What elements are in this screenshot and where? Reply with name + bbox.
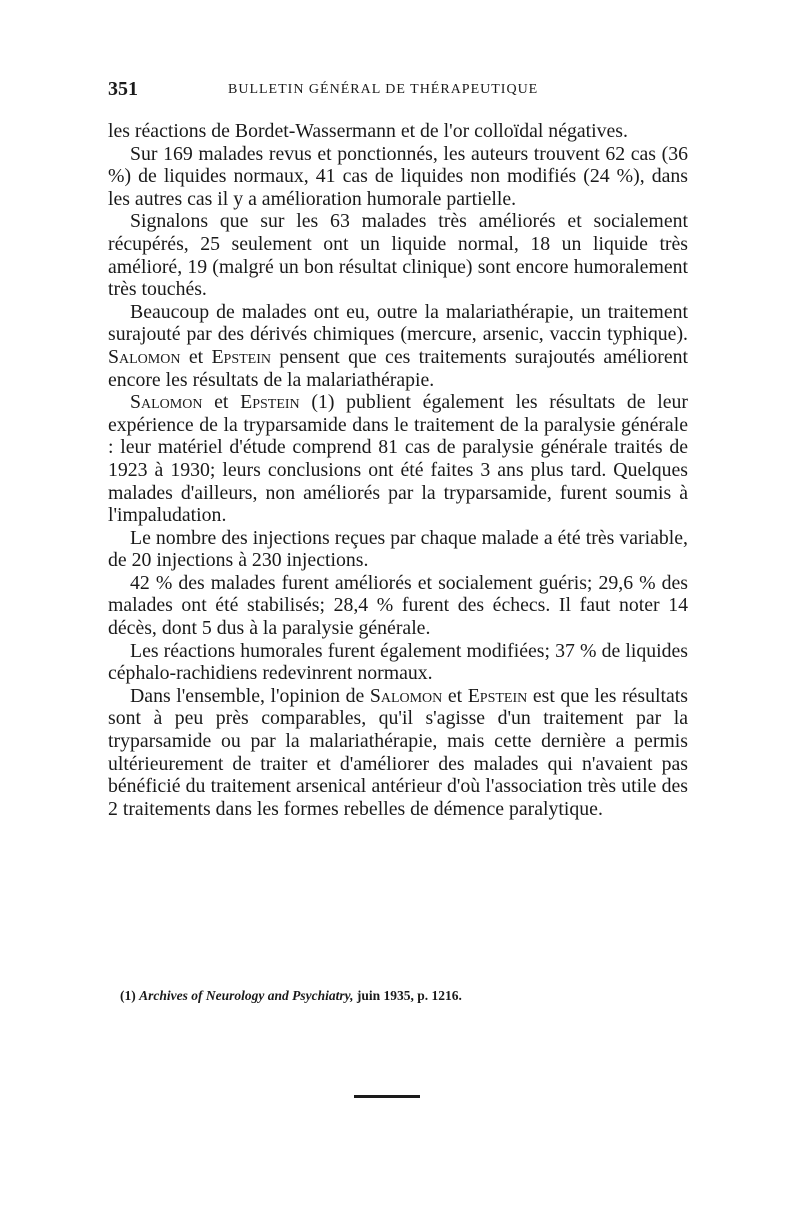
paragraph-8: Les réactions humorales furent également modifiées; 37 % de liquides céphalo-rachidiens redevinrent normaux. [108,639,688,685]
article-body [108,120,688,820]
paragraph-4 [108,301,688,391]
paragraph-4-text-a: Beaucoup de malades ont eu, outre la malariathérapie, un traitement surajouté par des dérivés chimiques (mercure, arsenic, vaccin typhique). [108,300,688,346]
paragraph-3: Signalons que sur les 63 malades très améliorés et socialement récupérés, 25 seulement ont un liquide normal, 18 un liquide très amélioré, 19 (malgré un bon résultat clinique) sont encore humoralement très touchés. [108,210,688,301]
conjunction-et: et [214,391,229,414]
page-header [108,78,688,102]
paragraph-5 [108,391,688,527]
footnote-citation: juin 1935, p. 1216. [356,988,462,1003]
author-salomon: Salomon [130,391,203,414]
paragraph-2: Sur 169 malades revus et ponctionnés, les auteurs trouvent 62 cas (36 %) de liquides normaux, 41 cas de liquides non modifiés (24 %), dans les autres cas il y a amélioration humorale partielle. [108,142,688,210]
conjunction-et: et [188,345,204,368]
paragraph-9-text-b: est que les résultats sont à peu près comparables, qu'il s'agisse d'un traitement par la tryparsamide ou par la malariathérapie, mais cette dernière a permis ultérieurement de traiter et d'améliorer des malades qui n'avaient pas bénéficié du traitement arsenical antérieur d'où l'association très utile des 2 traitements dans les formes rebelles de démence paralytique. [108,684,688,820]
footnote-journal: Archives of Neurology and Psychiatry, [139,988,354,1003]
paragraph-9-text-a: Dans l'ensemble, l'opinion de [130,684,365,707]
paragraph-9 [108,685,688,821]
author-epstein: Epstein [211,345,271,368]
author-epstein: Epstein [467,684,528,707]
conjunction-et: et [447,684,463,707]
author-salomon: Salomon [369,684,443,707]
paragraph-5-text: (1) publient également les résultats de leur expérience de la tryparsamide dans le traitement de la paralysie générale : leur matériel d'étude comprend 81 cas de paralysie générale traités de 1923 à 1930; leurs conclusions ont été faites 3 ans plus tard. Quelques malades d'ailleurs, non améliorés par la tryparsamide, furent soumis à l'impaludation. [108,391,689,527]
paragraph-7: 42 % des malades furent améliorés et socialement guéris; 29,6 % des malades ont été stabilisés; 28,4 % furent des échecs. Il faut noter 14 décès, dont 5 dus à la paralysie générale. [108,571,688,640]
footnote [120,988,700,1004]
footnote-marker: (1) [120,988,136,1003]
author-salomon: Salomon [108,345,181,368]
paragraph-6: Le nombre des injections reçues par chaque malade a été très variable, de 20 injections à 230 injections. [108,526,688,572]
page-number: 351 [108,78,138,100]
author-epstein: Epstein [240,391,300,414]
paragraph-1: les réactions de Bordet-Wassermann et de l'or colloïdal négatives. [108,120,628,142]
paragraph-4-text-b: pensent que ces traitements surajoutés améliorent encore les résultats de la malariathérapie. [108,345,689,391]
end-rule [354,1095,420,1098]
running-title: BULLETIN GÉNÉRAL DE THÉRAPEUTIQUE [228,82,539,97]
